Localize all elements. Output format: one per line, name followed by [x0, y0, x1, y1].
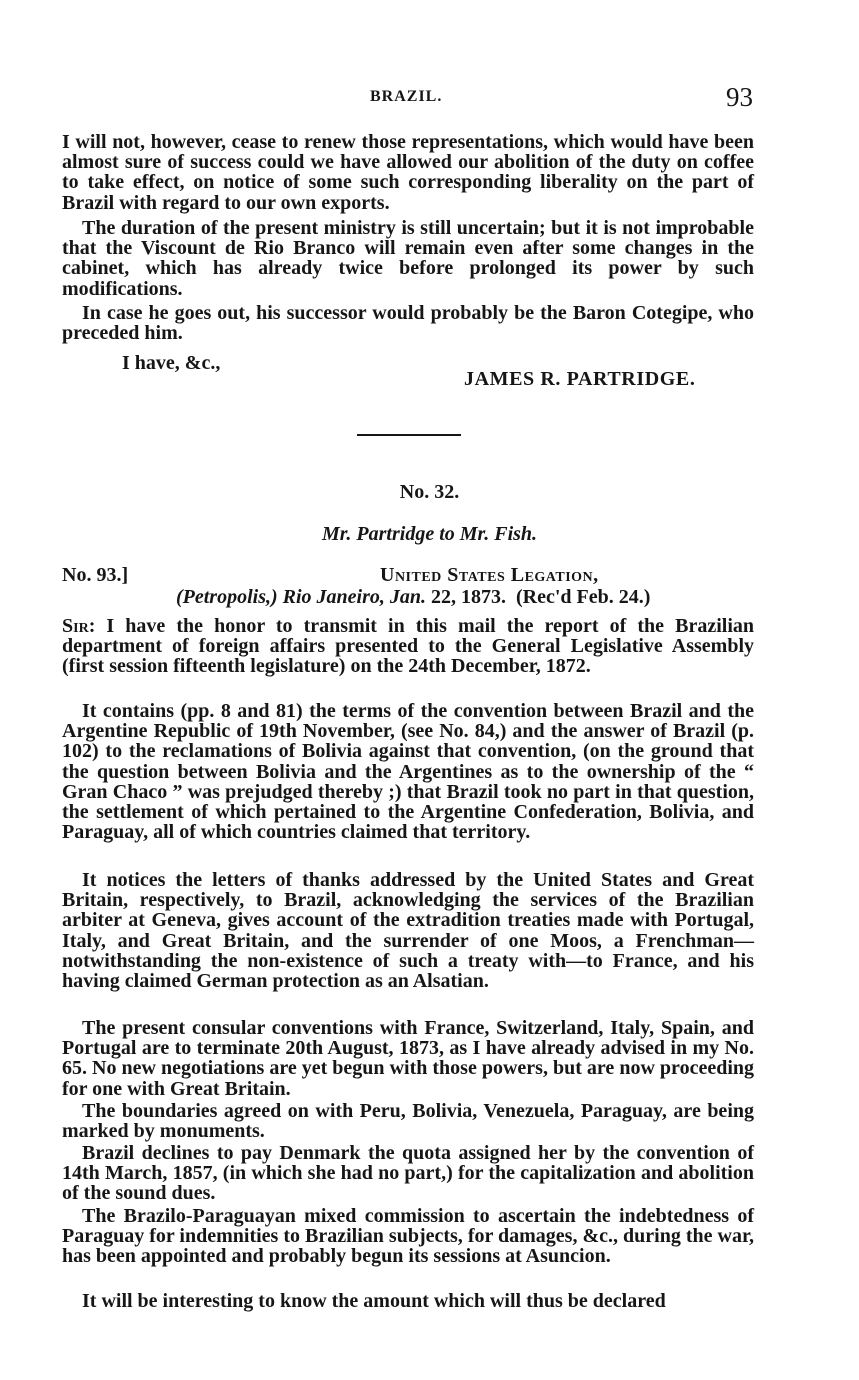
letter-paragraph-1 [62, 616, 754, 677]
section-divider [357, 434, 461, 436]
letter-paragraph-6: Brazil declines to pay Denmark the quota assigned her by the convention of 14th March, 1857, (in which she had no part,) for the capitalization and abolition of the sound dues. [62, 1142, 754, 1205]
dateline [176, 586, 650, 609]
prev-paragraph-1: I will not, however, cease to renew those representations, which would have been almost sure of success could we have allowed our abolition of the duty on coffee to take effect, on notice of some such corresponding liberality on the part of Brazil with regard to our own exports. [62, 131, 754, 214]
signature: JAMES R. PARTRIDGE. [464, 368, 696, 390]
document-number: No. 32. [399, 481, 460, 503]
prev-paragraph-3: In case he goes out, his successor would probably be the Baron Cotegipe, who preceded him. [62, 302, 754, 345]
page-number: 93 [726, 82, 753, 112]
letter-paragraph-2: It contains (pp. 8 and 81) the terms of the convention between Brazil and the Argentine Republic of 19th November, (see No. 84,) and the answer of Brazil (p. 102) to the reclamations of Bolivia against that convention, (on the ground that the question between Bolivia and the Argentines as to the ownership of the “ Gran Chaco ” was prejudged thereby ;) that Brazil took no part in that question, the settlement of which pertained to the Argentine Confederation, Bolivia, and Paraguay, all of which countries claimed that territory. [62, 700, 754, 844]
closing: I have, &c., [122, 352, 221, 374]
legation-heading: United States Legation, [380, 564, 599, 586]
running-head: BRAZIL. [370, 88, 443, 105]
dateline-date: 22, 1873. [426, 586, 507, 608]
dateline-place: (Petropolis,) Rio Janeiro, Jan. [176, 586, 427, 608]
dispatch-number: No. 93.] [62, 564, 129, 586]
letter-paragraph-5: The boundaries agreed on with Peru, Bolivia, Venezuela, Paraguay, are being marked by monuments. [62, 1100, 754, 1143]
document-title: Mr. Partridge to Mr. Fish. [321, 523, 538, 545]
first-paragraph-text: : I have the honor to transmit in this mail the report of the Brazilian department of foreign affairs presented to the General Legislative Assembly (first session fifteenth legislature) on the 24th December, 1872. [62, 615, 754, 678]
letter-paragraph-3: It notices the letters of thanks addressed by the United States and Great Britain, respectively, to Brazil, acknowledging the services of the Brazilian arbiter at Geneva, gives account of the extradition treaties made with Portugal, Italy, and Great Britain, and the surrender of one Moos, a Frenchman—notwithstanding the non-existence of such a treaty with—to France, and his having claimed German protection as an Alsatian. [62, 869, 754, 993]
dateline-received: (Rec'd Feb. 24.) [516, 586, 651, 608]
salutation: Sir [62, 615, 89, 637]
prev-paragraph-2: The duration of the present ministry is still uncertain; but it is not improbable that the Viscount de Rio Branco will remain even after some changes in the cabinet, which has already twice before prolonged its power by such modifications. [62, 217, 754, 300]
letter-paragraph-8: It will be interesting to know the amount which will thus be declared [82, 1290, 666, 1312]
page-header [0, 84, 859, 114]
letter-paragraph-7: The Brazilo-Paraguayan mixed commission to ascertain the indebtedness of Paraguay for indemnities to Brazilian subjects, for damages, &c., during the war, has been appointed and probably begun its sessions at Asuncion. [62, 1205, 754, 1268]
letter-paragraph-4: The present consular conventions with France, Switzerland, Italy, Spain, and Portugal are to terminate 20th August, 1873, as I have already advised in my No. 65. No new negotiations are yet begun with those powers, but are now proceeding for one with Great Britain. [62, 1017, 754, 1100]
